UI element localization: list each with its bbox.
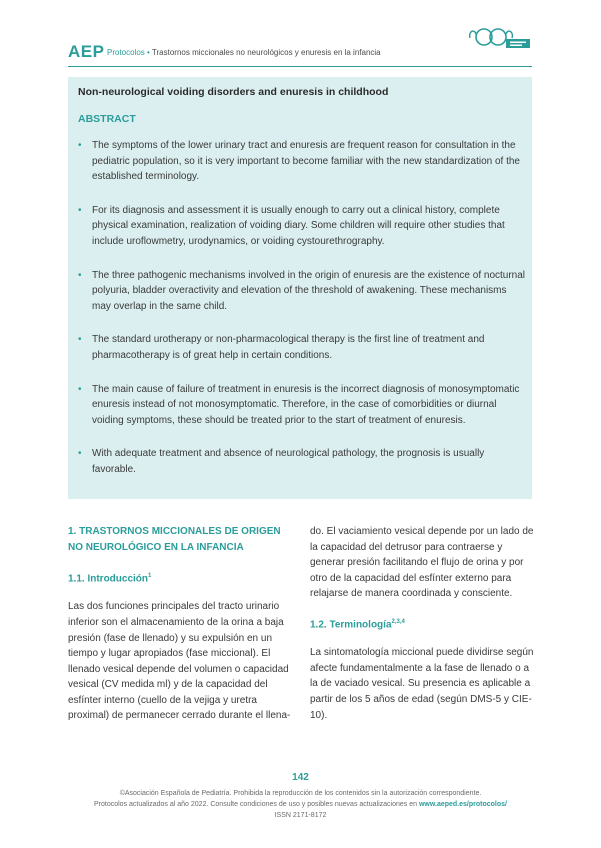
abstract-title: Non-neurological voiding disorders and enuresis in childhood (78, 86, 389, 98)
intro-heading-text: 1.1. Introducción (68, 573, 149, 585)
page-number: 142 (292, 772, 309, 783)
header-divider (68, 66, 532, 67)
abstract-item-text: The symptoms of the lower urinary tract and enuresis are frequent reason for consultation in the pediatric population, so it is very important to become familiar with the new standardization of the established terminology. (92, 140, 520, 183)
header-topic: Trastornos miccionales no neurológicos y enuresis en la infancia (151, 48, 381, 57)
footer-issn: ISSN 2171-8172 (274, 812, 327, 819)
abstract-item-text: With adequate treatment and absence of neurological pathology, the prognosis is usually favorable. (92, 448, 485, 475)
abstract-item (78, 138, 528, 185)
bullet-icon: • (78, 204, 82, 216)
aep-anniversary-logo-icon (466, 26, 532, 52)
body-column-left (68, 524, 294, 736)
terminology-paragraph: La sintomatología miccional puede dividirse según afecte fundamentalmente a la fase de llenado o a la de vaciado vesical. Su presencia es aplicable a partir de los 5 años de edad (según DMS-5 y CIE-10). (310, 647, 534, 721)
abstract-item (78, 446, 528, 477)
bullet-icon: • (78, 383, 82, 395)
abstract-item-text: The standard urotherapy or non-pharmacological therapy is the first line of treatment and pharmacotherapy is of great help in certain conditions. (92, 334, 485, 361)
abstract-box (68, 77, 532, 499)
header-section: Protocolos (107, 48, 145, 57)
brand-logo-text: AEP (68, 42, 105, 61)
abstract-item-text: The three pathogenic mechanisms involved in the origin of enuresis are the existence of nocturnal polyuria, bladder overactivity and elevation of the threshold of awakening. These mechanisms may overlap in the same child. (92, 269, 526, 312)
intro-reference: 1 (148, 573, 152, 579)
abstract-item (78, 332, 528, 363)
section-heading: 1. TRASTORNOS MICCIONALES DE ORIGEN NO NEUROLÓGICO EN LA INFANCIA (68, 526, 281, 553)
footer-update-text: Protocolos actualizados al año 2022. Consulte condiciones de uso y posibles nuevas actualizaciones en (94, 801, 417, 808)
body-column-right (310, 524, 536, 735)
footer-link[interactable]: www.aeped.es/protocolos/ (418, 801, 507, 808)
intro-paragraph-part-1: Las dos funciones principales del tracto urinario inferior son el almacenamiento de la orina a baja presión (fase de llenado) y su expulsión en un tiempo y lugar apropiados (fase miccional). El llenado vesical depende del volumen o capacidad vesical (CV medida ml) y de la capacidad del esfínter interno (cuello de la vejiga y uretra proximal) de permanecer cerrado durante el llena- (68, 601, 291, 722)
header-separator: • (147, 48, 150, 57)
bullet-icon: • (78, 269, 82, 281)
bullet-icon: • (78, 334, 82, 346)
abstract-label: ABSTRACT (78, 113, 136, 125)
bullet-icon: • (78, 140, 82, 151)
terminology-heading (310, 614, 536, 633)
page-footer (0, 788, 601, 821)
abstract-item (78, 203, 528, 250)
terminology-reference: 2,3,4 (391, 618, 405, 625)
abstract-item-text: For its diagnosis and assessment it is usually enough to carry out a clinical history, complete physical examination, realization of voiding diary. Some children will require other studies that include uroflowmetry, urodynamics, or voiding cystourethrography. (92, 204, 505, 247)
abstract-bullet-list (78, 138, 528, 496)
intro-paragraph-part-2: do. El vaciamiento vesical depende por un lado de la capacidad del detrusor para contraerse y generar presión facilitando el flujo de orina y por otro de la capacidad del esfínter externo para relajarse de manera coordinada y consciente. (310, 526, 534, 600)
intro-heading (68, 568, 294, 587)
abstract-item (78, 382, 528, 429)
abstract-item-text: The main cause of failure of treatment in enuresis is the incorrect diagnosis of monosymptomatic enuresis instead of not monosymptomatic. Therefore, in the case of comorbidities or diurnal voiding symptoms, these should be treated prior to the start of treatment of enuresis. (92, 383, 520, 426)
footer-update-line (0, 799, 601, 810)
bullet-icon: • (78, 448, 82, 460)
terminology-heading-text: 1.2. Terminología (310, 619, 392, 631)
footer-copyright: ©Asociación Española de Pediatría. Prohibida la reproducción de los contenidos sin la autorización correspondiente. (119, 790, 482, 797)
header-subtitle (107, 48, 381, 57)
abstract-item (78, 268, 528, 315)
